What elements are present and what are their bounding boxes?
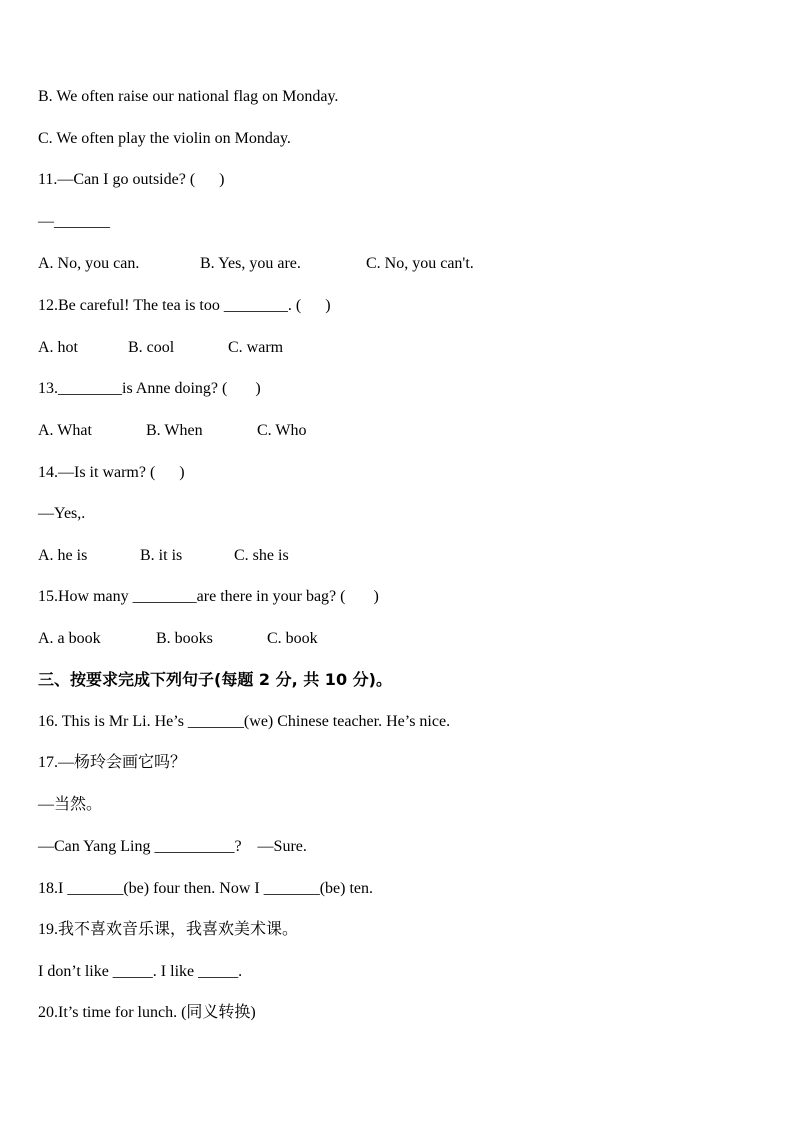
question-11-reply: —_______	[38, 213, 110, 230]
question-11-option-c: C. No, you can't.	[366, 255, 474, 272]
question-15: 15.How many ________are there in your bag? ( )	[38, 588, 379, 605]
question-12: 12.Be careful! The tea is too ________. ( )	[38, 297, 331, 314]
question-15-option-c: C. book	[267, 630, 318, 647]
question-14-reply: —Yes,.	[38, 505, 86, 522]
question-13-option-c: C. Who	[257, 422, 307, 439]
question-19-english: I don’t like _____. I like _____.	[38, 963, 243, 980]
question-17: 17.—杨玲会画它吗？	[38, 754, 187, 771]
question-11-option-b: B. Yes, you are.	[200, 255, 301, 272]
question-15-option-a: A. a book	[38, 630, 101, 647]
question-14-option-a: A. he is	[38, 547, 88, 564]
question-13: 13.________is Anne doing? ( )	[38, 380, 261, 397]
question-17-reply: —当然。	[38, 796, 103, 813]
question-14-option-b: B. it is	[140, 547, 183, 564]
question-11: 11.—Can I go outside? ( )	[38, 171, 225, 188]
question-16: 16. This is Mr Li. He’s _______(we) Chinese teacher. He’s nice.	[38, 713, 451, 730]
question-17-english: —Can Yang Ling __________? —Sure.	[38, 838, 307, 855]
section-3-heading: 三、按要求完成下列句子(每题 2 分, 共 10 分)。	[38, 670, 392, 689]
question-13-option-b: B. When	[146, 422, 203, 439]
question-12-option-c: C. warm	[228, 339, 284, 356]
option-b-flag: B. We often raise our national flag on Monday.	[38, 88, 339, 105]
question-15-option-b: B. books	[156, 630, 213, 647]
question-12-option-a: A. hot	[38, 339, 78, 356]
option-c-violin: C. We often play the violin on Monday.	[38, 130, 291, 147]
question-11-option-a: A. No, you can.	[38, 255, 140, 272]
question-20: 20.It’s time for lunch. (同义转换)	[38, 1004, 256, 1021]
question-12-option-b: B. cool	[128, 339, 175, 356]
question-13-option-a: A. What	[38, 422, 92, 439]
question-14-option-c: C. she is	[234, 547, 289, 564]
question-14: 14.—Is it warm? ( )	[38, 464, 185, 481]
question-18: 18.I _______(be) four then. Now I _______(be) ten.	[38, 880, 374, 897]
question-19: 19.我不喜欢音乐课，我喜欢美术课。	[38, 921, 299, 938]
